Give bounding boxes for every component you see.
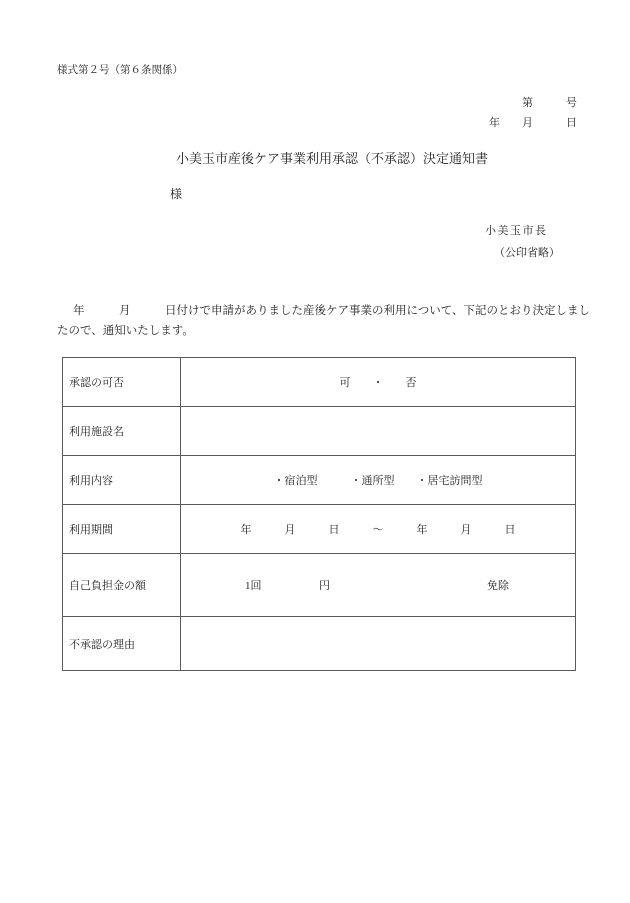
table-row-usage-period [63,505,576,554]
row-value-usage-period: 年 月 日 ～ 年 月 日 [181,505,576,554]
issue-date-line: 年 月 日 [489,117,577,129]
document-title: 小美玉市産後ケア事業利用承認（不承認）決定通知書 [176,151,489,166]
table-row-facility [63,407,576,456]
table-row-copayment [63,554,576,617]
row-value-facility [181,407,576,456]
row-label-service-type: 利用内容 [63,456,181,505]
table-row-denial-reason [63,617,576,671]
table-row-approval [63,358,576,407]
row-value-approval: 可 ・ 否 [181,358,576,407]
row-label-approval: 承認の可否 [63,358,181,407]
row-value-service-type: ・宿泊型 ・通所型 ・居宅訪問型 [181,456,576,505]
addressee-suffix: 様 [170,187,183,201]
body-line: たので、通知いたします。 [57,325,194,337]
copayment-yen-label: 円 [319,580,330,592]
row-label-facility: 利用施設名 [63,407,181,456]
row-value-denial-reason [181,617,576,671]
row-label-usage-period: 利用期間 [63,505,181,554]
copayment-exempt-label: 免除 [487,580,509,592]
body-line: 年 月 日付けで申請がありました産後ケア事業の利用について、下記のとおり決定しまし [73,305,591,317]
table-row-service-type [63,456,576,505]
body-paragraph [57,301,597,341]
document-number-line: 第 号 [522,97,577,109]
row-label-denial-reason: 不承認の理由 [63,617,181,671]
form-number: 様式第２号（第６条関係） [57,65,183,76]
row-value-copayment [181,554,576,617]
decision-table [62,357,576,671]
sender-name: 小美玉市長 [485,225,548,237]
copayment-per-use-label: 1回 [245,580,262,592]
seal-omission-note: （公印省略） [494,247,560,259]
row-label-copayment: 自己負担金の額 [63,554,181,617]
